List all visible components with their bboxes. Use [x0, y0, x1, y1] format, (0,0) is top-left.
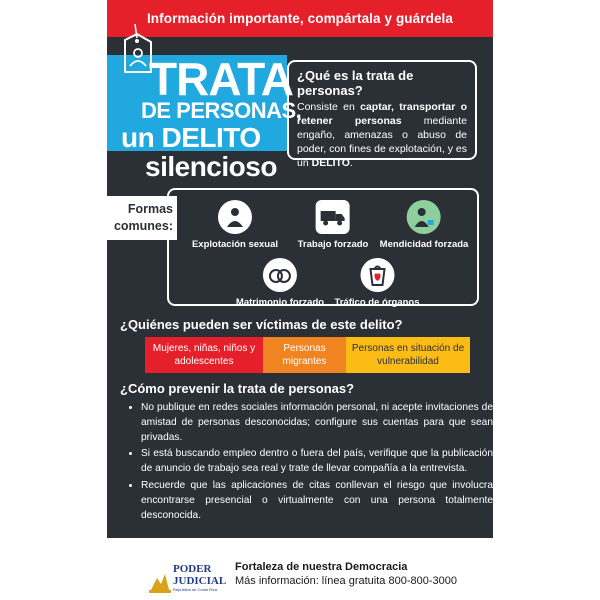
forma-label: Matrimonio forzado [235, 297, 325, 308]
definition-box [287, 60, 477, 169]
forma-label: Trabajo forzado [297, 239, 369, 250]
organ-bag-icon [360, 258, 394, 292]
forma-label: Explotación sexual [191, 239, 279, 250]
prevention-item: • No publique en redes sociales información personal, ni acepte invitaciones de amistad de personas desconocidas; configure sus cuentas para que sean privadas. [141, 401, 493, 445]
footer-slogan: Fortaleza de nuestra Democracia [235, 561, 408, 573]
svg-text:JUDICIAL: JUDICIAL [173, 575, 227, 587]
poder-judicial-logo [147, 560, 229, 596]
definition-bold: DELITO [311, 157, 350, 169]
formas-box [167, 188, 479, 306]
definition-bold: captar, transportar o retener personas [297, 101, 467, 127]
svg-text:PODER: PODER [173, 563, 212, 575]
truck-icon [316, 200, 350, 234]
title-line-2: DE PERSONAS, [141, 98, 302, 123]
begging-icon [407, 200, 441, 234]
victims-bar [145, 337, 470, 373]
prevention-item: • Si está buscando empleo dentro o fuera del país, verifique que la publicación de anuncio de trabajo sea real y trate de llevar compañía a la entrevista. [141, 447, 493, 477]
title-line-4: silencioso [145, 151, 277, 182]
forma-matrimonio-forzado [236, 258, 324, 308]
definition-title: ¿Qué es la trata de personas? [297, 68, 414, 98]
forma-mendicidad-forzada [380, 200, 469, 250]
victim-category: Personas en situación de vulnerabilidad [346, 337, 470, 373]
person-icon [218, 200, 252, 234]
forma-label: Tráfico de órganos [334, 297, 420, 308]
definition-text: mediante engaño, amenazas o abuso de poder, con fines de explotación, y es un [297, 115, 467, 169]
victims-title: ¿Quiénes pueden ser víctimas de este delito? [120, 317, 403, 332]
forma-explotacion-sexual [192, 200, 278, 250]
svg-text:República de Costa Rica: República de Costa Rica [173, 587, 218, 592]
definition-body [297, 100, 467, 170]
definition-text: . [349, 157, 353, 169]
title-line-1: TRATA [149, 53, 294, 105]
rings-icon [263, 258, 297, 292]
title-line-3: un DELITO [121, 122, 261, 153]
formas-label: Formas comunes: [107, 196, 177, 240]
prevention-title: ¿Cómo prevenir la trata de personas? [120, 381, 355, 396]
forma-trafico-organos [335, 258, 420, 308]
footer-hotline: Más información: línea gratuita 800-800-3000 [235, 575, 457, 587]
forma-trabajo-forzado [298, 200, 369, 250]
prevention-item: • Recuerde que las aplicaciones de citas conllevan el riesgo que involucra encontrarse presencial o virtualmente con una persona totalmente desconocida. [141, 479, 493, 523]
victim-category: Personas migrantes [263, 337, 346, 373]
definition-text: Consiste en [297, 101, 361, 113]
victim-category: Mujeres, niñas, niños y adolescentes [145, 337, 263, 373]
top-banner: Información importante, compártala y guárdela [107, 0, 493, 37]
footer-text [235, 560, 457, 588]
prevention-list [127, 401, 493, 525]
forma-label: Mendicidad forzada [379, 239, 469, 250]
poster [107, 0, 493, 538]
